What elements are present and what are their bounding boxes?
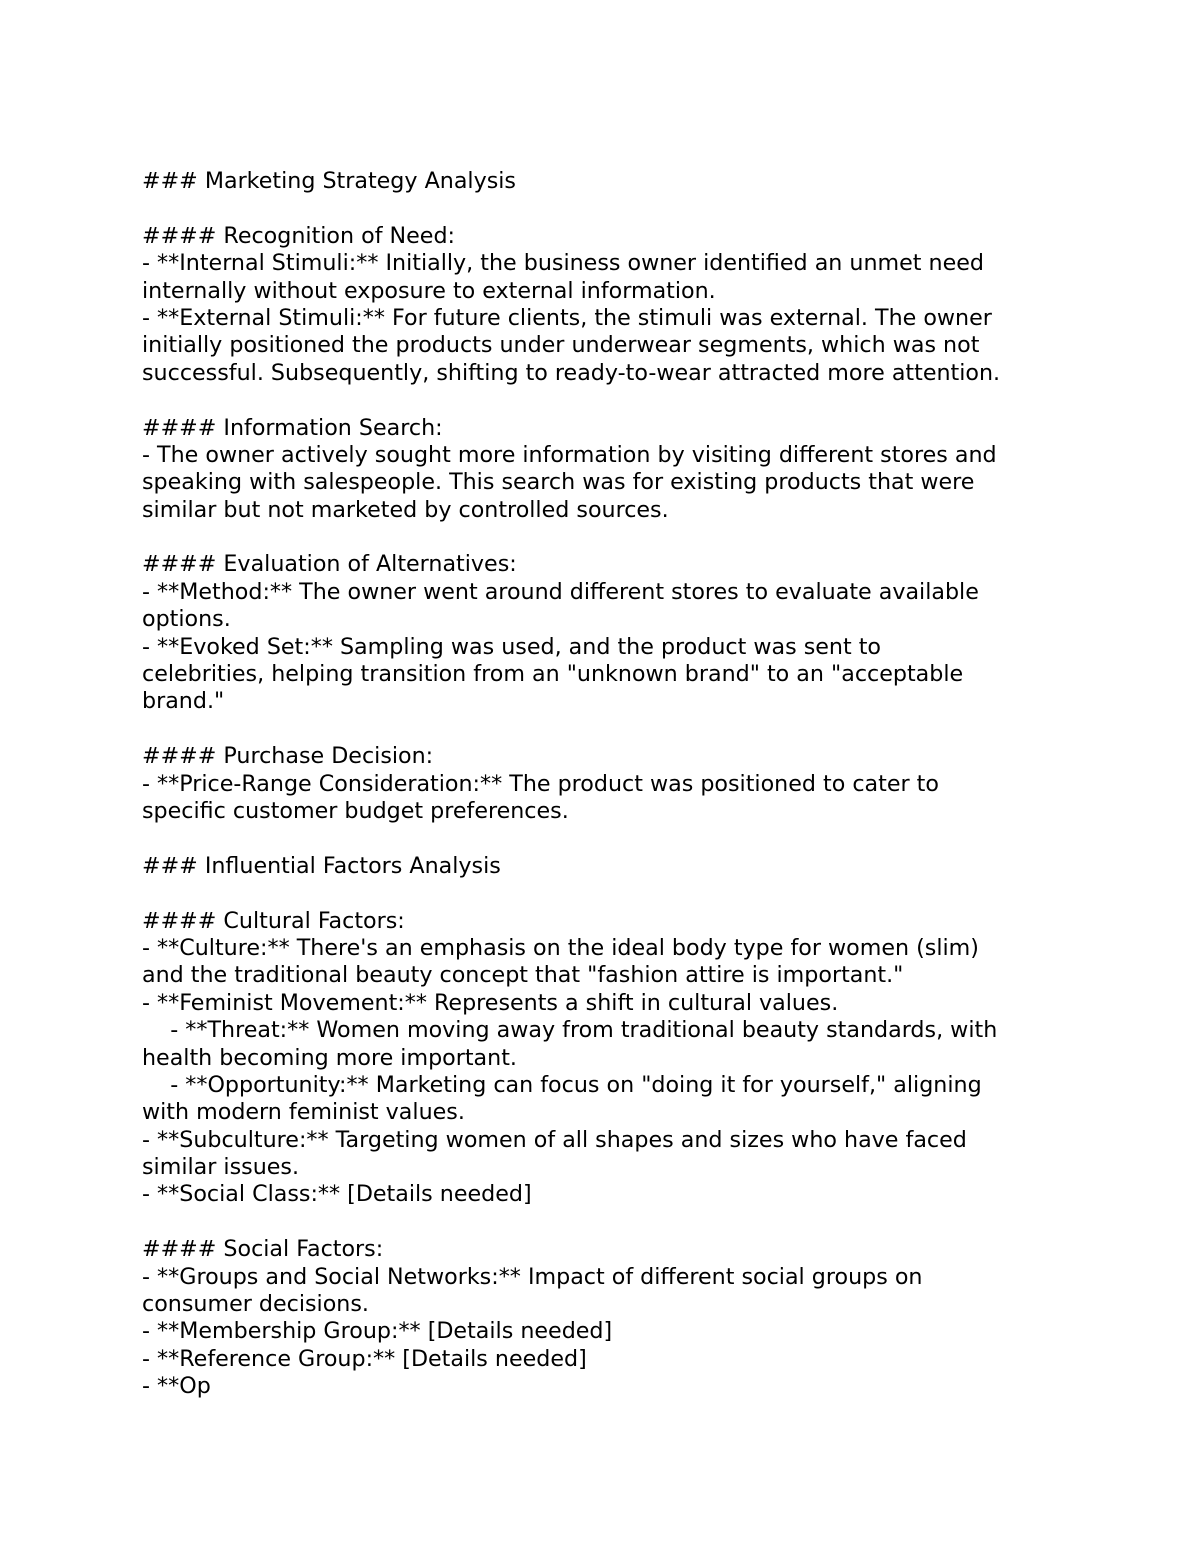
bullet-item: - **Reference Group:** [Details needed] xyxy=(142,1345,587,1372)
text-line: specific customer budget preferences. xyxy=(142,797,569,824)
bullet-item: - **Subculture:** Targeting women of all shapes and sizes who have faced xyxy=(142,1126,967,1153)
bullet-item: - **Membership Group:** [Details needed] xyxy=(142,1318,613,1345)
bullet-item: - **Evoked Set:** Sampling was used, and the product was sent to xyxy=(142,633,881,660)
bullet-item: - **Price-Range Consideration:** The product was positioned to cater to xyxy=(142,770,939,797)
text-line: celebrities, helping transition from an "unknown brand" to an "acceptable xyxy=(142,661,964,688)
text-line: successful. Subsequently, shifting to ready-to-wear attracted more attention. xyxy=(142,359,1001,386)
blank-line xyxy=(142,716,1072,743)
bullet-item: - **Method:** The owner went around different stores to evaluate available xyxy=(142,578,979,605)
text-line: initially positioned the products under underwear segments, which was not xyxy=(142,332,980,359)
subsection-heading: #### Cultural Factors: xyxy=(142,907,405,934)
bullet-item: - **Groups and Social Networks:** Impact of different social groups on xyxy=(142,1263,923,1290)
bullet-item: - **Feminist Movement:** Represents a shift in cultural values. xyxy=(142,989,839,1016)
blank-line xyxy=(142,880,1072,907)
bullet-item: - **External Stimuli:** For future clients, the stimuli was external. The owner xyxy=(142,304,992,331)
text-line: internally without exposure to external information. xyxy=(142,277,716,304)
text-line: brand." xyxy=(142,688,225,715)
blank-line xyxy=(142,524,1072,551)
text-line: with modern feminist values. xyxy=(142,1099,465,1126)
bullet-item: - **Internal Stimuli:** Initially, the business owner identified an unmet need xyxy=(142,250,984,277)
subsection-heading: #### Recognition of Need: xyxy=(142,222,456,249)
text-line: similar issues. xyxy=(142,1154,300,1181)
blank-line xyxy=(142,195,1072,222)
bullet-item: - **Op xyxy=(142,1373,211,1400)
subsection-heading: #### Evaluation of Alternatives: xyxy=(142,551,517,578)
section-heading: ### Marketing Strategy Analysis xyxy=(142,168,516,194)
section-heading: ### Influential Factors Analysis xyxy=(142,852,501,879)
text-line: health becoming more important. xyxy=(142,1044,517,1071)
bullet-item: - **Culture:** There's an emphasis on the ideal body type for women (slim) xyxy=(142,934,979,961)
blank-line xyxy=(142,1209,1072,1236)
text-line: and the traditional beauty concept that "fashion attire is important." xyxy=(142,962,904,989)
bullet-item: - **Threat:** Women moving away from traditional beauty standards, with xyxy=(142,1017,998,1044)
text-line: similar but not marketed by controlled sources. xyxy=(142,496,669,523)
bullet-item: - The owner actively sought more information by visiting different stores and xyxy=(142,441,997,468)
text-line: options. xyxy=(142,606,231,633)
text-line: speaking with salespeople. This search was for existing products that were xyxy=(142,469,975,496)
bullet-item: - **Social Class:** [Details needed] xyxy=(142,1181,532,1208)
blank-line xyxy=(142,387,1072,414)
subsection-heading: #### Information Search: xyxy=(142,414,443,441)
subsection-heading: #### Social Factors: xyxy=(142,1236,384,1263)
blank-line xyxy=(142,825,1072,852)
text-line: consumer decisions. xyxy=(142,1291,369,1318)
document-page xyxy=(142,168,1072,1401)
subsection-heading: #### Purchase Decision: xyxy=(142,743,434,770)
bullet-item: - **Opportunity:** Marketing can focus on "doing it for yourself," aligning xyxy=(142,1071,982,1098)
